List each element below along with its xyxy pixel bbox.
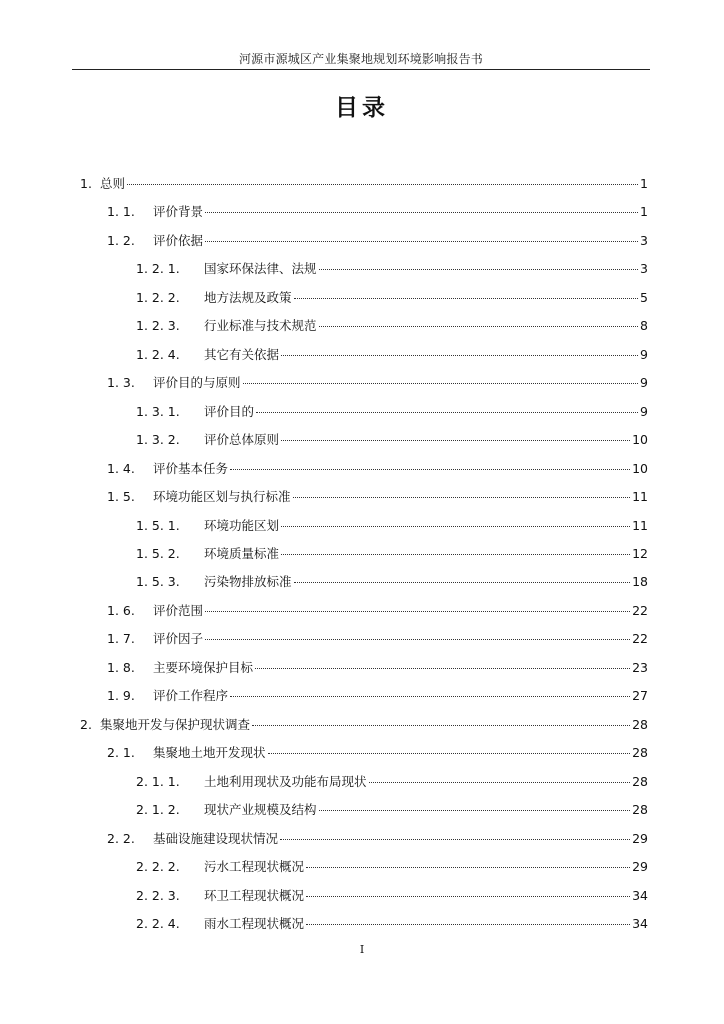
toc-dot-leader [281,554,630,555]
toc-entry-page: 28 [632,745,648,761]
toc-dot-leader [306,924,630,925]
toc-entry-number: 2. 2. 4. [136,915,180,931]
toc-entry-number: 1. 2. 3. [136,318,180,334]
toc-entry[interactable] [136,516,648,542]
toc-entry-title: 国家环保法律、法规 [204,261,317,277]
toc-entry-title: 集聚地土地开发现状 [153,745,266,761]
toc-entry-title: 主要环境保护目标 [153,659,254,675]
toc-entry-page: 8 [640,318,648,334]
toc-entry-title: 评价目的 [204,403,255,419]
toc-entry-page: 28 [632,802,648,818]
toc-entry-title: 行业标准与技术规范 [204,318,317,334]
toc-entry-page: 5 [640,289,648,305]
toc-dot-leader [205,639,630,640]
toc-dot-leader [306,867,630,868]
toc-entry[interactable] [136,402,648,428]
toc-entry-page: 9 [640,403,648,419]
toc-entry-page: 29 [632,859,648,875]
toc-entry-title: 基础设施建设现状情况 [153,830,279,846]
toc-entry-page: 9 [640,375,648,391]
toc-entry[interactable] [107,686,648,712]
toc-entry-number: 1. 9. [107,688,135,704]
toc-entry-number: 1. 3. 2. [136,432,180,448]
toc-dot-leader [205,212,638,213]
toc-entry[interactable] [136,259,648,285]
toc-entry[interactable] [136,772,648,798]
toc-entry-page: 34 [632,915,648,931]
toc-entry[interactable] [136,316,648,342]
toc-entry-number: 1. 5. 2. [136,545,180,561]
toc-entry-number: 1. 5. 3. [136,574,180,590]
toc-entry[interactable] [107,658,648,684]
running-header: 河源市源城区产业集聚地规划环境影响报告书 [238,52,483,66]
toc-dot-leader [281,355,638,356]
toc-entry-title: 污染物排放标准 [204,574,292,590]
toc-entry-number: 1. 3. [107,375,135,391]
toc-entry-number: 1. 2. 2. [136,289,180,305]
toc-entry-page: 22 [632,602,648,618]
toc-entry-title: 评价范围 [153,602,204,618]
toc-entry[interactable] [136,544,648,570]
toc-entry-page: 28 [632,773,648,789]
toc-entry-page: 22 [632,631,648,647]
toc-entry[interactable] [136,430,648,456]
header-rule [72,69,650,70]
toc-entry-title: 环境功能区划与执行标准 [153,489,291,505]
page-title: 目录 [335,95,389,121]
toc-entry-number: 1. 2. 1. [136,261,180,277]
toc-dot-leader [369,782,631,783]
toc-entry-number: 1. 2. 4. [136,346,180,362]
toc-entry-title: 环境质量标准 [204,545,280,561]
toc-entry[interactable] [80,715,648,741]
toc-entry[interactable] [107,829,648,855]
toc-entry-title: 评价因子 [153,631,204,647]
toc-dot-leader [319,269,639,270]
toc-entry-title: 评价工作程序 [153,688,229,704]
toc-dot-leader [281,526,630,527]
toc-entry-page: 23 [632,659,648,675]
toc-entry-page: 1 [640,204,648,220]
toc-entry[interactable] [136,345,648,371]
toc-entry[interactable] [107,487,648,513]
toc-entry-number: 1. 1. [107,204,135,220]
toc-dot-leader [243,383,639,384]
toc-entry[interactable] [107,629,648,655]
toc-entry-page: 10 [632,460,648,476]
toc-entry-page: 11 [632,489,648,505]
toc-dot-leader [319,326,639,327]
toc-dot-leader [252,725,630,726]
toc-entry[interactable] [107,601,648,627]
toc-dot-leader [294,582,631,583]
toc-entry-title: 环境功能区划 [204,517,280,533]
toc-entry-page: 9 [640,346,648,362]
toc-entry-title: 其它有关依据 [204,346,280,362]
toc-entry-title: 雨水工程现状概况 [204,915,305,931]
toc-entry-page: 28 [632,716,648,732]
toc-entry-title: 总则 [100,176,126,191]
toc-dot-leader [205,611,630,612]
toc-entry[interactable] [107,373,648,399]
toc-entry[interactable] [107,231,648,257]
toc-entry-number: 1. 8. [107,659,135,675]
toc-entry[interactable] [136,886,648,912]
toc-entry-page: 34 [632,887,648,903]
toc-entry-number: 2. 2. 3. [136,887,180,903]
toc-entry-title: 环卫工程现状概况 [204,887,305,903]
toc-entry-number: 2. 2. 2. [136,859,180,875]
toc-dot-leader [319,810,631,811]
toc-entry-page: 1 [640,176,648,191]
toc-entry-number: 2. 2. [107,830,135,846]
toc-entry-number: 2. 1. 2. [136,802,180,818]
toc-entry-number: 1. [80,176,92,191]
toc-entry-page: 11 [632,517,648,533]
toc-entry-number: 2. [80,716,92,732]
toc-entry[interactable] [107,743,648,769]
toc-dot-leader [205,241,638,242]
toc-entry-title: 现状产业规模及结构 [204,802,317,818]
toc-dot-leader [281,440,630,441]
toc-entry-title: 污水工程现状概况 [204,859,305,875]
toc-entry-number: 1. 6. [107,602,135,618]
page-number: I [359,943,365,956]
toc-entry-title: 评价目的与原则 [153,375,241,391]
toc-entry[interactable] [136,857,648,883]
toc-entry-number: 1. 3. 1. [136,403,180,419]
toc-dot-leader [255,668,630,669]
toc-entry-title: 评价总体原则 [204,432,280,448]
toc-entry-title: 评价基本任务 [153,460,229,476]
toc-dot-leader [268,753,631,754]
toc-entry-page: 3 [640,232,648,248]
toc-entry[interactable] [107,459,648,485]
toc-dot-leader [256,412,638,413]
toc-entry-title: 评价依据 [153,232,204,248]
toc-entry[interactable] [136,288,648,314]
toc-entry-title: 地方法规及政策 [204,289,292,305]
toc-dot-leader [280,839,630,840]
toc-entry-page: 18 [632,574,648,590]
toc-dot-leader [230,469,630,470]
toc-entry-number: 1. 2. [107,232,135,248]
toc-entry-page: 3 [640,261,648,277]
toc-entry[interactable] [80,174,648,200]
toc-entry-page: 27 [632,688,648,704]
toc-entry-number: 1. 7. [107,631,135,647]
toc-entry-number: 2. 1. [107,745,135,761]
toc-entry-page: 29 [632,830,648,846]
toc-entry[interactable] [136,572,648,598]
toc-entry[interactable] [107,202,648,228]
toc-entry[interactable] [136,914,648,940]
toc-dot-leader [294,298,639,299]
toc-entry-title: 评价背景 [153,204,204,220]
toc-entry-number: 1. 5. [107,489,135,505]
toc-dot-leader [293,497,631,498]
toc-entry-title: 集聚地开发与保护现状调查 [100,716,251,732]
toc-entry-number: 2. 1. 1. [136,773,180,789]
toc-entry-number: 1. 4. [107,460,135,476]
toc-entry[interactable] [136,800,648,826]
toc-entry-title: 土地利用现状及功能布局现状 [204,773,367,789]
toc-entry-number: 1. 5. 1. [136,517,180,533]
toc-dot-leader [306,896,630,897]
toc-entry-page: 10 [632,432,648,448]
toc-dot-leader [127,184,638,185]
toc-dot-leader [230,696,630,697]
toc-entry-page: 12 [632,545,648,561]
